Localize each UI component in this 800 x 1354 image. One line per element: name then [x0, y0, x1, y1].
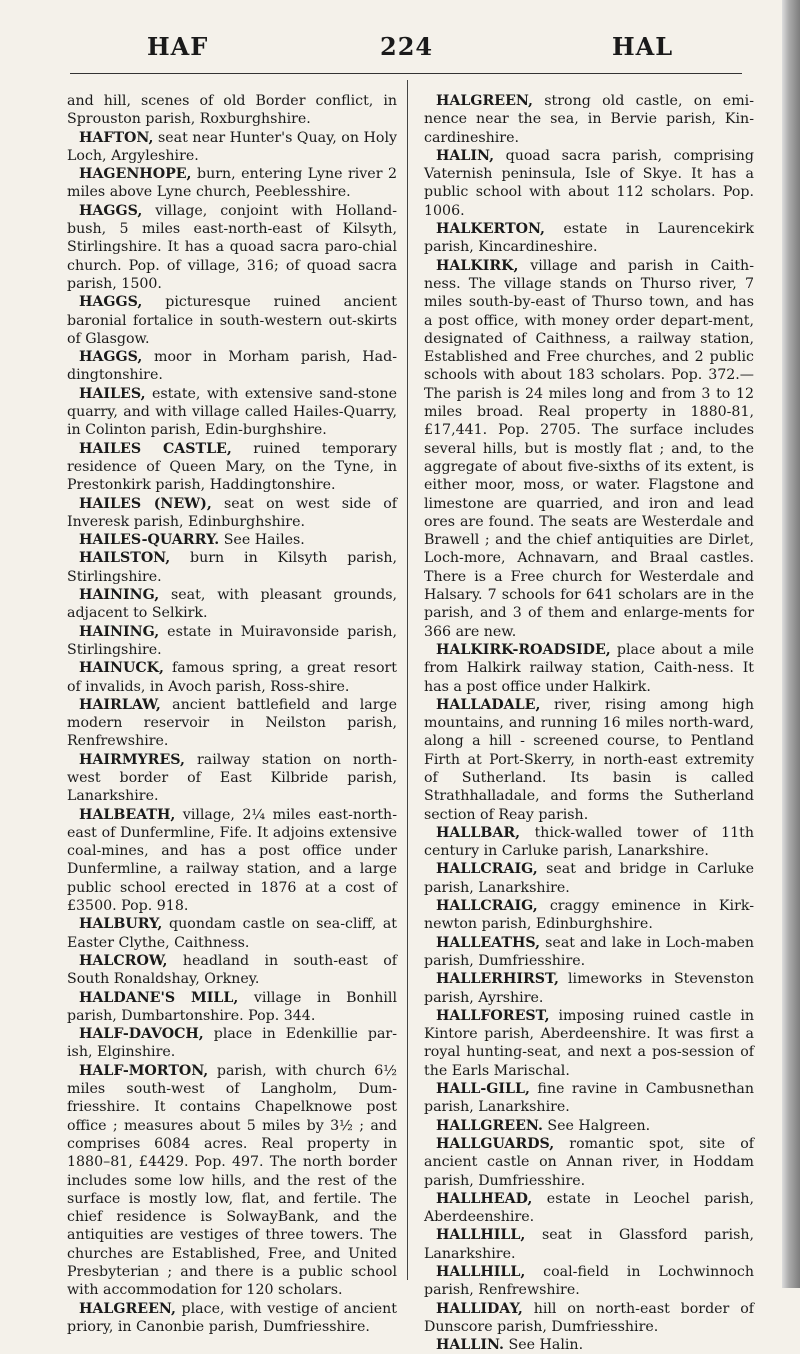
entry-text: seat near Hunter's Quay, on Holy Loch, Argyleshire. [67, 129, 397, 164]
gazetteer-entry [424, 970, 754, 1007]
entry-text: imposing ruined castle in Kintore parish, Aberdeenshire. It was first a royal hunting-seat, and next a pos-session of the Earls Marischal. [424, 1007, 754, 1079]
entry-headword: HALLHEAD, [436, 1190, 533, 1207]
entry-text: seat and bridge in Carluke parish, Lanarkshire. [424, 861, 754, 896]
entry-text: strong old castle, on emi-nence near the sea, in Bervie parish, Kin-cardineshire. [424, 93, 754, 146]
entry-text: famous spring, a great resort of invalids, in Avoch parish, Ross-shire. [67, 660, 397, 695]
entry-text: burn in Kilsyth parish, Stirlingshire. [67, 550, 397, 585]
entry-headword: HALLBAR, [436, 824, 521, 841]
gazetteer-entry [67, 1300, 397, 1337]
gazetteer-entry [424, 1135, 754, 1190]
entry-headword: HALBURY, [79, 916, 163, 933]
entry-headword: HALLHILL, [436, 1264, 526, 1280]
entry-text: estate in Muiravonside parish, Stirlingshire. [67, 623, 397, 658]
header-rule [70, 73, 742, 74]
entry-text: See Hailes. [219, 532, 305, 549]
entry-headword: HAILES (NEW), [79, 495, 212, 512]
gazetteer-entry [424, 1263, 754, 1300]
entry-headword: HALCROW, [79, 952, 168, 969]
entry-headword: HALKERTON, [436, 221, 545, 238]
entry-text: parish, with church 6½ miles south-west of Langholm, Dum-friesshire. It contains Chapelknowe post office ; measures about 5 miles by 3½ ; and comprises 6084 acres. Real property in 1880–81, £4429. Pop. 497. The north border includes some low hills, and the rest of the surface is mostly low, flat, and fertile. The chief residence is SolwayBank, and the antiquities are vestiges of three towers. The churches are Established, Free, and United Presbyterian ; and there is a public school with accommodation for 120 scholars. [67, 1062, 397, 1299]
entry-text: burn, entering Lyne river 2 miles above Lyne church, Peeblesshire. [67, 166, 397, 201]
entry-text: village and parish in Caith-ness. The village stands on Thurso river, 7 miles south-by-east of Thurso town, and has a post office, with money order depart-ment, designated of Caithness, a railway station, Established and Free churches, and 2 public schools with about 183 scholars. Pop. 372.—The parish is 24 miles long and from 3 to 12 miles broad. Real property in 1880-81, £17,441. Pop. 2705. The surface includes several hills, but is mostly flat ; and, to the aggregate of about five-sixths of its extent, is either moor, moss, or water. Flagstone and limestone are quarried, and iron and lead ores are found. The seats are Westerdale and Brawell ; and the chief antiquities are Dirlet, Loch-more, Achnavarn, and Braal castles. There is a Free church for Westerdale and Halsary. 7 schools for 641 scholars are in the parish, and 3 of them and enlarge-ments for 366 are new. [424, 257, 754, 640]
entry-headword: HALLGREEN. [436, 1117, 543, 1134]
gazetteer-entry [67, 806, 397, 916]
entry-text: moor in Morham parish, Had-dingtonshire. [67, 349, 397, 384]
entry-headword: HALF-DAVOCH, [79, 1026, 204, 1043]
entry-text: place in Edenkillie par-ish, Elginshire. [67, 1026, 397, 1061]
entry-text: seat, with pleasant grounds, adjacent to Selkirk. [67, 587, 397, 622]
gazetteer-entry [424, 220, 754, 257]
entry-headword: HALLHILL, [436, 1227, 526, 1244]
gazetteer-entry [424, 897, 754, 934]
gazetteer-entry [67, 1062, 397, 1300]
entry-headword: HAINING, [79, 623, 160, 640]
entry-headword: HAILSTON, [79, 550, 171, 567]
gazetteer-entry [67, 92, 397, 129]
gazetteer-entry [424, 147, 754, 220]
gazetteer-entry [67, 385, 397, 440]
entry-headword: HAGGS, [79, 202, 143, 219]
entry-text: See Halin. [504, 1337, 584, 1354]
entry-headword: HAINUCK, [79, 660, 164, 677]
entry-headword: HALKIRK, [436, 257, 519, 274]
entry-headword: HALLGUARDS, [436, 1135, 555, 1152]
gazetteer-entry [67, 586, 397, 623]
entry-text: See Halgreen. [542, 1117, 651, 1134]
entry-text: place about a mile from Halkirk railway station, Caith-ness. It has a post office under Halkirk. [424, 641, 754, 695]
entry-text: village in Bonhill parish, Dumbartonshire. Pop. 344. [67, 989, 397, 1024]
entry-headword: HAIRLAW, [79, 696, 161, 713]
entry-headword: HALF-MORTON, [79, 1062, 209, 1079]
entry-text: picturesque ruined ancient baronial fortalice in south-western out-skirts of Glasgow. [67, 294, 397, 347]
gazetteer-entry [67, 165, 397, 202]
entry-text: village, 2¼ miles east-north-east of Dunfermline, Fife. It adjoins extensive coal-mines, and has a post office under Dunfermline, a railway station, and a large public school erected in 1876 at a cost of £3500. Pop. 918. [67, 806, 397, 915]
gazetteer-entry [424, 1007, 754, 1080]
entry-headword: HAGGS, [79, 349, 143, 366]
entry-headword: HALLEATHS, [436, 934, 541, 951]
entry-headword: HALBEATH, [79, 806, 176, 823]
gazetteer-entry [67, 549, 397, 586]
entry-headword: HALL-GILL, [436, 1081, 530, 1098]
entry-headword: HALIN, [436, 147, 495, 164]
gazetteer-entry [424, 92, 754, 147]
gazetteer-entry [67, 348, 397, 385]
entry-text: coal-field in Lochwinnoch parish, Renfrewshire. [424, 1264, 754, 1299]
column-divider [407, 80, 408, 1280]
gazetteer-entry [67, 1025, 397, 1062]
gazetteer-entry [67, 915, 397, 952]
entry-text: estate in Laurencekirk parish, Kincardineshire. [424, 221, 754, 256]
entry-headword: HALGREEN, [436, 93, 533, 109]
gazetteer-entry [424, 696, 754, 824]
entry-text: and hill, scenes of old Border conflict, in Sprouston parish, Roxburghshire. [67, 93, 397, 128]
entry-headword: HALLADALE, [436, 696, 541, 713]
gazetteer-entry [67, 202, 397, 293]
entry-text: romantic spot, site of ancient castle on Annan river, in Hoddam parish, Dumfriesshire. [424, 1135, 754, 1189]
entry-text: headland in south-east of South Ronaldshay, Orkney. [67, 952, 397, 988]
gazetteer-entry [67, 989, 397, 1026]
page-number: 224 [380, 32, 434, 61]
entry-text: fine ravine in Cambusnethan parish, Lanarkshire. [424, 1081, 754, 1116]
gazetteer-entry [67, 696, 397, 751]
entry-text: craggy eminence in Kirk-newton parish, Edinburghshire. [424, 898, 754, 933]
entry-headword: HALLIDAY, [436, 1300, 523, 1317]
entry-headword: HAIRMYRES, [79, 751, 185, 768]
gazetteer-entry [424, 641, 754, 696]
gazetteer-entry [67, 751, 397, 806]
entry-headword: HALGREEN, [79, 1300, 176, 1317]
entry-headword: HAGGS, [79, 294, 143, 311]
gazetteer-entry [424, 257, 754, 641]
entry-text: quoad sacra parish, comprising Vaternish peninsula, Isle of Skye. It has a public school with about 112 scholars. Pop. 1006. [424, 147, 754, 219]
entry-headword: HALKIRK-ROADSIDE, [436, 641, 611, 658]
entry-text: seat on west side of Inveresk parish, Edinburghshire. [67, 495, 397, 530]
gazetteer-entry [424, 1300, 754, 1337]
entry-text: seat in Glassford parish, Lanarkshire. [424, 1227, 754, 1262]
entry-text: village, conjoint with Holland-bush, 5 miles east-north-east of Kilsyth, Stirlingshire. It has a quoad sacra paro-chial church. Pop. of village, 316; of quoad sacra parish, 1500. [67, 202, 397, 292]
gazetteer-entry [67, 293, 397, 348]
left-column [67, 92, 397, 1336]
gazetteer-entry [67, 952, 397, 989]
entry-text: seat and lake in Loch-maben parish, Dumfriesshire. [424, 934, 754, 969]
entry-text: quondam castle on sea-cliff, at Easter Clythe, Caithness. [67, 916, 397, 951]
gazetteer-entry [67, 659, 397, 696]
entry-text: river, rising among high mountains, and running 16 miles north-ward, along a hill - screened course, to Pentland Firth at Port-Skerry, in north-east extremity of Sutherland. Its basin is called Strathhalladale, and forms the Sutherland section of Reay parish. [424, 696, 754, 823]
gazetteer-entry [67, 623, 397, 660]
page-edge-shadow [782, 0, 800, 1288]
gazetteer-entry [67, 440, 397, 495]
entry-text: ancient battlefield and large modern reservoir in Neilston parish, Renfrewshire. [67, 696, 397, 750]
gazetteer-entry [424, 824, 754, 861]
gazetteer-entry [424, 1190, 754, 1227]
entry-headword: HALLIN. [436, 1337, 504, 1354]
gazetteer-entry [424, 1080, 754, 1117]
entry-text: estate in Leochel parish, Aberdeenshire. [424, 1190, 754, 1226]
entry-headword: HALDANE'S MILL, [79, 989, 239, 1006]
entry-text: ruined temporary residence of Queen Mary, on the Tyne, in Prestonkirk parish, Haddingtonshire. [67, 440, 398, 494]
entry-headword: HAGENHOPE, [79, 166, 192, 183]
gazetteer-entry [424, 1117, 754, 1135]
running-head-left: HAF [147, 32, 209, 61]
entry-text: railway station on north-west border of East Kilbride parish, Lanarkshire. [67, 751, 397, 805]
entry-headword: HAILES-QUARRY. [79, 532, 220, 549]
gazetteer-entry [67, 129, 397, 166]
entry-text: place, with vestige of ancient priory, in Canonbie parish, Dumfriesshire. [67, 1300, 397, 1335]
entry-text: hill on north-east border of Dunscore parish, Dumfriesshire. [424, 1300, 754, 1335]
gazetteer-entry [424, 1336, 754, 1354]
entry-text: limeworks in Stevenston parish, Ayrshire. [424, 971, 754, 1006]
entry-headword: HALLCRAIG, [436, 898, 538, 915]
entry-text: thick-walled tower of 11th century in Carluke parish, Lanarkshire. [424, 824, 754, 860]
entry-headword: HAINING, [79, 587, 160, 604]
gazetteer-entry [424, 860, 754, 897]
gazetteer-entry [424, 934, 754, 971]
gazetteer-entry [424, 1226, 754, 1263]
entry-headword: HALLCRAIG, [436, 861, 538, 878]
entry-headword: HALLFOREST, [436, 1007, 550, 1024]
gazetteer-entry [67, 531, 397, 549]
entry-headword: HALLERHIRST, [436, 971, 559, 988]
right-column [424, 92, 754, 1354]
entry-headword: HAILES, [79, 385, 146, 402]
entry-headword: HAFTON, [79, 129, 154, 146]
entry-headword: HAILES CASTLE, [79, 440, 232, 457]
entry-text: estate, with extensive sand-stone quarry, and with village called Hailes-Quarry, in Colinton parish, Edin-burghshire. [67, 385, 397, 439]
gazetteer-entry [67, 495, 397, 532]
running-head-right: HAL [612, 32, 674, 61]
